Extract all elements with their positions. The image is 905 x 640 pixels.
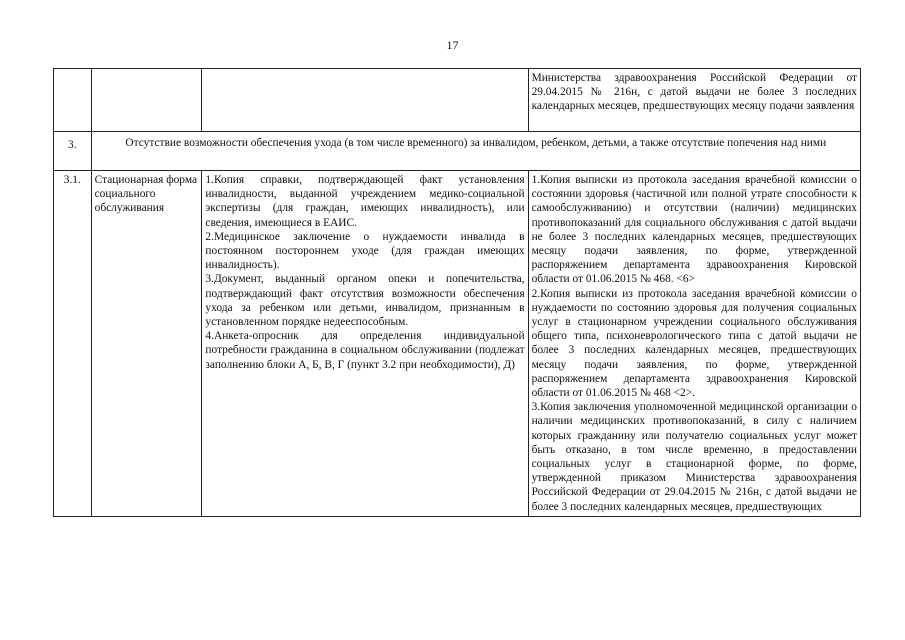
medical-document-item: 2.Копия выписки из протокола заседания врачебной комиссии о нуждаемости по состоянию здоровья для получения социальных услуг в стационарном учреждении социального обслуживания общего типа, психоневрологического типа с датой выдачи не более 3 последних календарных месяцев, предшествующих месяцу подачи заявления, по форме, утвержденной распоряжением департамента здравоохранения Кировской области от 01.06.2015 № 468 <2>. — [531, 287, 857, 400]
medical-document-item: 3.Копия заключения уполномоченной медицинской организации о наличии медицинских противопоказаний, в силу с наличием которых гражданину или получателю социальных услуг может быть отказано, в том числе временно, в предоставлении социальных услуг в стационарной форме, по форме, утвержденной приказом Министерства здравоохранения Российской Федерации от 29.04.2015 № 216н, с датой выдачи не более 3 последних календарных месяцев, предшествующих — [531, 401, 857, 513]
table-row-section — [54, 132, 861, 171]
document-item: 4.Анкета-опросник для определения индивидуальной потребности гражданина в социальном обслуживании (подлежат заполнению блоки А, Б, В, Г (пункт 3.2 при необходимости), Д) — [205, 330, 525, 371]
document-item: 2.Медицинское заключение о нуждаемости инвалида в постоянном постороннем уходе (для граждан имеющих инвалидность). — [205, 230, 525, 272]
document-item: 3.Документ, выданный органом опеки и попечительства, подтверждающий факт отсутствия возможности обеспечения ухода за ребенком или детьми, инвалидом, признанным в установленном порядке недееспособным. — [205, 273, 525, 329]
row-number: 3.1. — [54, 171, 92, 517]
cell-empty-2 — [91, 69, 202, 132]
document-item: 1.Копия справки, подтверждающей факт установления инвалидности, выданной учреждением медико-социальной экспертизы (для граждан, имеющих инвалидность), или сведения, имеющиеся в ЕАИС. — [205, 174, 525, 229]
table-row-continuation — [54, 69, 861, 132]
documents-cell — [202, 171, 528, 517]
document-table — [53, 68, 861, 517]
medical-document-item: 1.Копия выписки из протокола заседания врачебной комиссии о состоянии здоровья (частичной или полной утрате способности к самообслуживанию) и отсутствии (наличии) медицинских противопоказаний для социального обслуживания с датой выдачи не более 3 последних календарных месяцев, предшествующих месяцу подачи заявления, по форме, утвержденной распоряжением департамента здравоохранения Кировской области от 01.06.2015 № 468. <6> — [531, 174, 857, 286]
section-number: 3. — [54, 132, 92, 171]
medical-documents-cell — [528, 171, 860, 517]
cell-empty-3 — [202, 69, 528, 132]
section-title: Отсутствие возможности обеспечения ухода (в том числе временного) за инвалидом, ребенком, детьми, а также отсутствие попечения над ними — [91, 132, 860, 171]
cell-continuation-text: Министерства здравоохранения Российской Федерации от 29.04.2015 № 216н, с датой выдачи не более 3 последних календарных месяцев, предшествующих месяцу подачи заявления — [528, 69, 860, 132]
service-form: Стационарная форма социального обслуживания — [91, 171, 202, 517]
cell-empty-1 — [54, 69, 92, 132]
table-row-3-1 — [54, 171, 861, 517]
page-number: 17 — [446, 38, 459, 52]
